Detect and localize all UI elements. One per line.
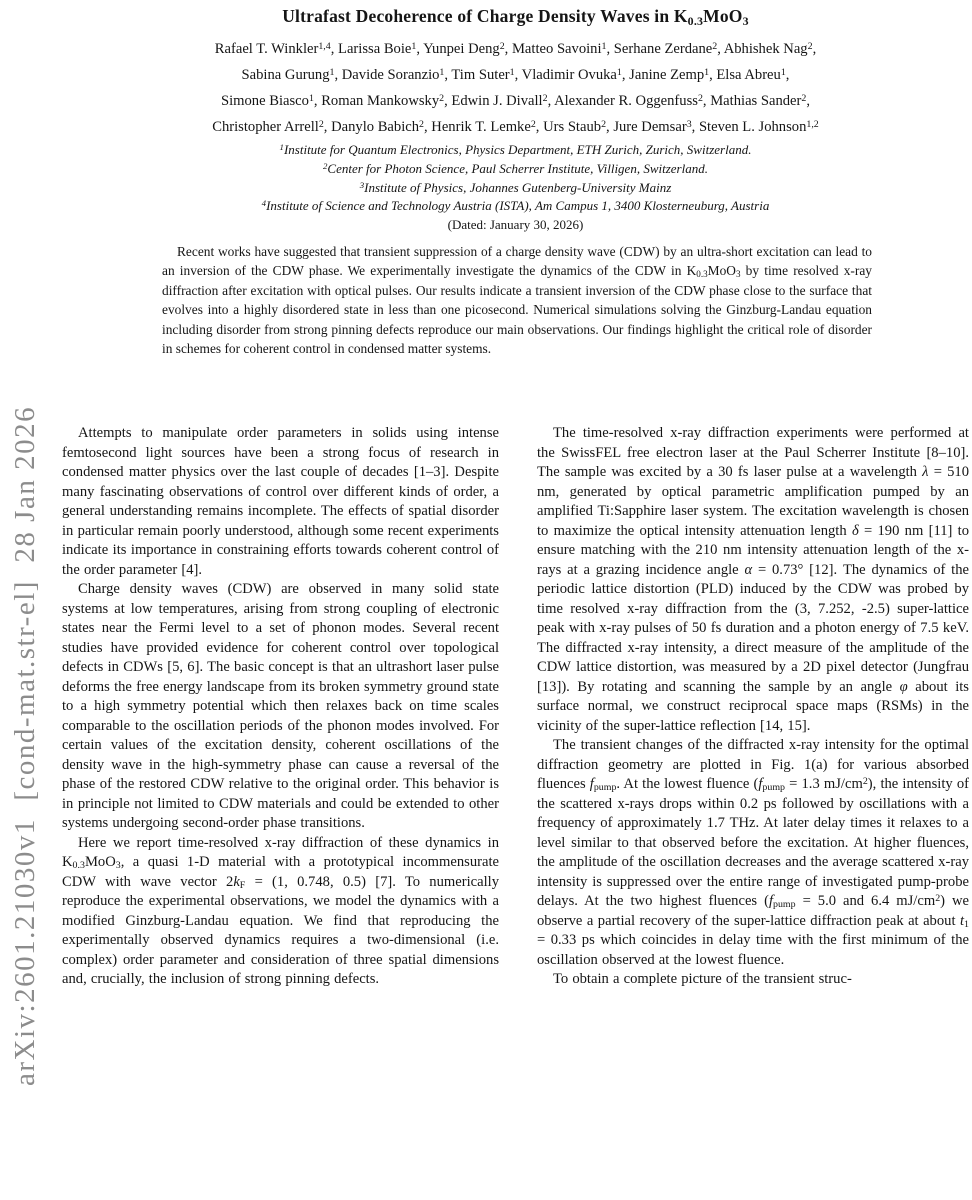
paragraph: Charge density waves (CDW) are observed in many solid state systems at low temperatures, arising from strong coupling of electronic states near the Fermi level to a set of phonon modes. Several recent studies have provided evidence for coherent control over topological defects in CDWs [5, 6]. The basic concept is that an ultrashort laser pulse deforms the free energy landscape from its broken symmetry ground state to a high symmetry potential which then relaxes back on time scales comparable to the oscillation periods of the phonon modes involved. For certain values of the excitation density, coherent oscillations of the density wave in the high-symmetry phase can cause a reversal of the phase of the restored CDW relative to the original order. This behavior is in principle not limited to CDW materials and could be extended to other systems undergoing second-order phase transitions. [62, 581, 499, 831]
paragraph: Attempts to manipulate order parameters in solids using intense femtosecond light sources have been a strong focus of research in condensed matter physics over the last couple of decades [1–3]. Despite many fascinating observations of control over different kinds of order, a general understanding remains incomplete. The effects of spatial disorder in particular remain poorly understood, although some recent experiments indicate its importance in constraining efforts towards coherent control of the order parameter [4]. [62, 425, 499, 578]
right-column [537, 424, 969, 990]
paragraph: The time-resolved x-ray diffraction experiments were performed at the SwissFEL free electron laser at the Paul Scherrer Institute [8–10]. The sample was excited by a 30 fs laser pulse at a wavelength λ = 510 nm, generated by optical parametric amplification pumped by an amplified Ti:Sapphire laser system. The excitation wavelength is chosen to maximize the optical intensity attenuation length δ = 190 nm [11] to ensure matching with the 210 nm intensity attenuation length of the x-rays at a grazing incidence angle α = 0.73° [12]. The dynamics of the periodic lattice distortion (PLD) induced by the CDW was probed by time resolved x-ray diffraction from the (3, 7.252, -2.5) super-lattice peak with x-ray pulses of 50 fs duration and a photon energy of 7.5 keV. The diffracted x-ray intensity, a direct measure of the amplitude of the CDW lattice distortion, was measured by a 2D pixel detector (Jungfrau [13]). By rotating and scanning the sample by an angle φ about its surface normal, we construct reciprocal space maps (RSMs) in the vicinity of the super-lattice reflection [14, 15]. [537, 425, 970, 734]
author-block [62, 36, 969, 140]
author-line: Christopher Arrell$^2$, Danylo Babich$^2$, Henrik T. Lemke$^2$, Urs Staub$^2$, Jure Demsar$^3$, Steven L. Johnson$^{1,2}$ [212, 118, 819, 135]
affiliation-line: $^4$Institute of Science and Technology Austria (ISTA), Am Campus 1, 3400 Klosterneuburg, Austria [261, 198, 770, 214]
affiliation-line: $^3$Institute of Physics, Johannes Gutenberg-University Mainz [359, 179, 672, 195]
author-line: Simone Biasco$^1$, Roman Mankowsky$^2$, Edwin J. Divall$^2$, Alexander R. Oggenfuss$^2$, Mathias Sander$^2$, [220, 92, 811, 109]
arxiv-stamp: arXiv:2601.21030v1 [cond-mat.str-el] 28 Jan 2026 [9, 405, 41, 1086]
paper-title: Ultrafast Decoherence of Charge Density Waves in $K_{0.3}MoO_3$ [282, 6, 749, 28]
left-column [62, 424, 499, 990]
paper-header [62, 6, 969, 235]
paragraph: To obtain a complete picture of the transient struc- [553, 971, 852, 987]
affiliation-line: $^2$Center for Photon Science, Paul Scherrer Institute, Villigen, Switzerland. [323, 160, 708, 176]
dated-line: (Dated: January 30, 2026) [447, 217, 584, 233]
paragraph: Here we report time-resolved x-ray diffraction of these dynamics in $K_{0.3}MoO_3$, a quasi 1-D material with a prototypical incommensurate CDW with wave vector $2k_F = (1$, 0.748, 0.5) [7]. To numerically reproduce the experimental observations, we model the dynamics with a modified Ginzburg-Landau equation. We find that reproducing the experimentally observed dynamics requires a two-dimensional (i.e. complex) order parameter and consideration of three spatial dimensions and, crucially, the inclusion of strong pinning defects. [62, 834, 500, 987]
author-line: Rafael T. Winkler$^{1,4}$, Larissa Boie$^1$, Yunpei Deng$^2$, Matteo Savoini$^1$, Serhane Zerdane$^2$, Abhishek Nag$^2$, [214, 40, 817, 57]
affiliation-block [62, 141, 969, 235]
abstract [162, 242, 872, 358]
abstract-text: Recent works have suggested that transient suppression of a charge density wave (CDW) by an ultra-short excitation can lead to an inversion of the CDW phase. We experimentally investigate the dynamics of the CDW in $K_{0.3}MoO_3$ by time resolved x-ray diffraction after excitation with optical pulses. Our results indicate a transient inversion of the CDW phase close to the surface that evolves into a highly disordered state in less than one picosecond. Numerical simulations solving the Ginzburg-Landau equation including disorder from strong pinning defects reproduce our main observations. Our findings highlight the critical role of disorder in schemes for coherent control in condensed matter systems. [162, 244, 872, 357]
paragraph: The transient changes of the diffracted x-ray intensity for the optimal diffraction geometry are plotted in Fig. 1(a) for various absorbed fluences $f_{pump}$. At the lowest fluence ($f_{pump} = 1.3$ $mJ/cm^2$), the intensity of the scattered x-rays drops within 0.2 ps followed by oscillations with a frequency of approximately 1.7 THz. At later delay times it relaxes to a level similar to that observed before the excitation. At higher fluences, the amplitude of the oscillation decreases and the average scattered x-ray intensity is suppressed over the entire range of investigated pump-probe delays. At the two highest fluences ($f_{pump} = 5.0$ and 6.4 $mJ/cm^2$) we observe a partial recovery of the super-lattice diffraction peak at about $t_1 = 0.33$ ps which coincides in delay time with the first minimum of the oscillation observed at the lowest fluence. [537, 737, 969, 968]
affiliation-line: $^1$Institute for Quantum Electronics, Physics Department, ETH Zurich, Zurich, Switzerland. [279, 142, 752, 157]
author-line: Sabina Gurung$^1$, Davide Soranzio$^1$, Tim Suter$^1$, Vladimir Ovuka$^1$, Janine Zemp$^1$, Elsa Abreu$^1$, [241, 66, 790, 83]
